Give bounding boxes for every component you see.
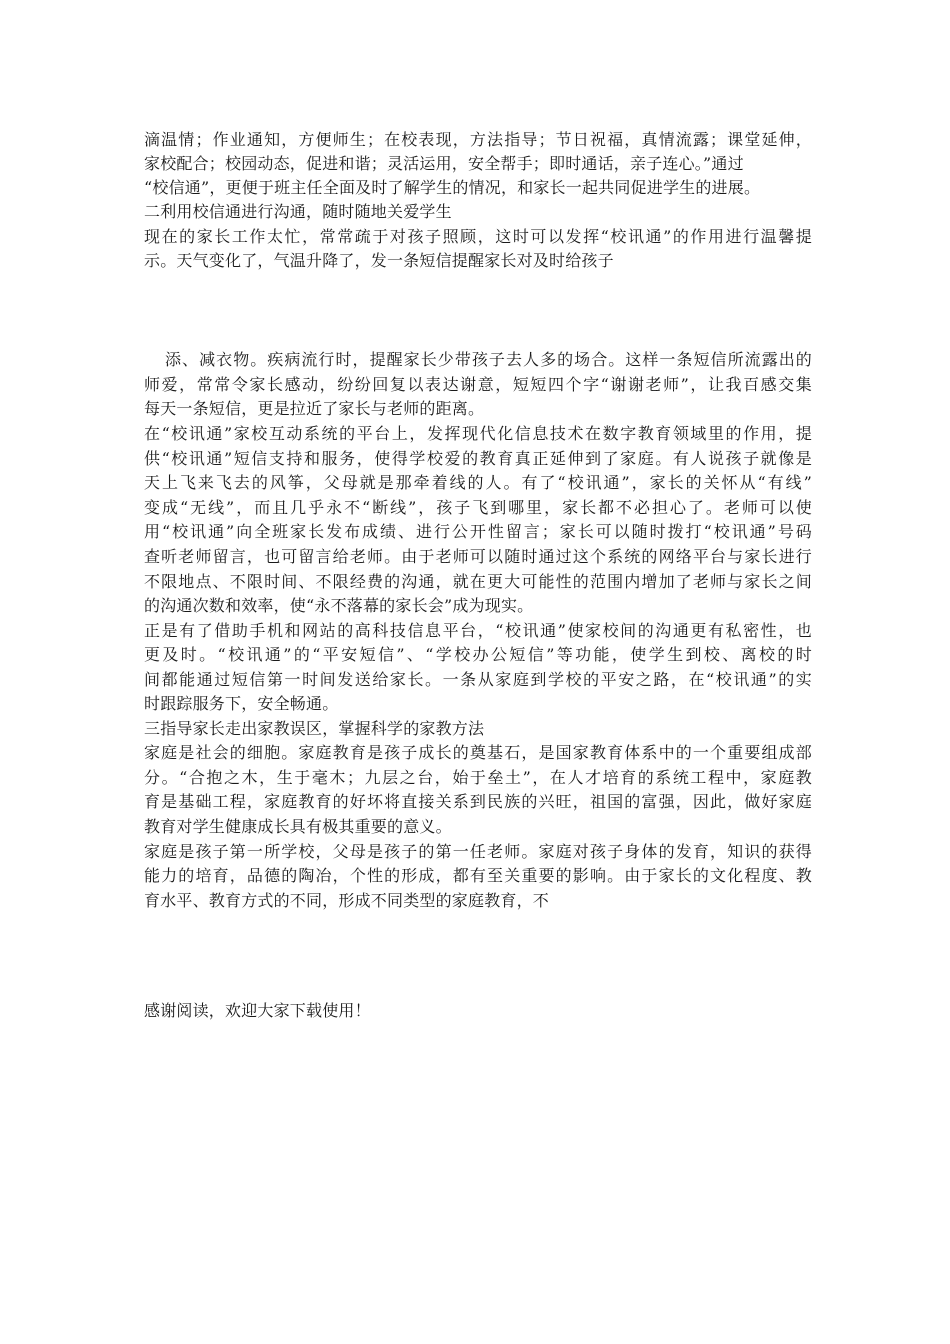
paragraph-line: 间都能通过短信第一时间发送给家长。一条从家庭到学校的平安之路，在“校讯通”的实 [144, 670, 812, 689]
paragraph-line: 的沟通次数和效率，使“永不落幕的家长会”成为现实。 [144, 596, 534, 615]
paragraph-line: 正是有了借助手机和网站的高科技信息平台，“校讯通”使家校间的沟通更有私密性，也 [144, 621, 812, 640]
paragraph-line: 现在的家长工作太忙，常常疏于对孩子照顾，这时可以发挥“校讯通”的作用进行温馨提 [144, 227, 812, 246]
paragraph-line: 家庭是孩子第一所学校，父母是孩子的第一任老师。家庭对孩子身体的发育，知识的获得 [144, 842, 812, 861]
section-heading: 二利用校信通进行沟通，随时随地关爱学生 [144, 202, 452, 221]
paragraph-line: 家庭是社会的细胞。家庭教育是孩子成长的奠基石，是国家教育体系中的一个重要组成部 [144, 743, 812, 762]
paragraph-line: “校信通”，更便于班主任全面及时了解学生的情况，和家长一起共同促进学生的进展。 [144, 178, 761, 197]
paragraph-line: 示。天气变化了，气温升降了，发一条短信提醒家长对及时给孩子 [144, 251, 614, 270]
paragraph-line: 时跟踪服务下，安全畅通。 [144, 694, 339, 713]
paragraph-line: 滴温情；作业通知，方便师生；在校表现，方法指导；节日祝福，真情流露；课堂延伸， [144, 130, 812, 149]
paragraph-line: 师爱，常常令家长感动，纷纷回复以表达谢意，短短四个字“谢谢老师”，让我百感交集 [144, 375, 812, 394]
paragraph-line: 在“校讯通”家校互动系统的平台上，发挥现代化信息技术在数字教育领域里的作用，提 [144, 424, 812, 443]
paragraph-line: 更及时。“校讯通”的“平安短信”、“学校办公短信”等功能，使学生到校、离校的时 [144, 645, 812, 664]
paragraph-line: 育是基础工程，家庭教育的好坏将直接关系到民族的兴旺，祖国的富强，因此，做好家庭 [144, 792, 812, 811]
paragraph-line: 添、减衣物。疾病流行时，提醒家长少带孩子去人多的场合。这样一条短信所流露出的 [165, 350, 812, 369]
paragraph-line: 能力的培育，品德的陶冶，个性的形成，都有至关重要的影响。由于家长的文化程度、教 [144, 866, 812, 885]
paragraph-line: 不限地点、不限时间、不限经费的沟通，就在更大可能性的范围内增加了老师与家长之间 [144, 572, 812, 591]
paragraph-line: 教育对学生健康成长具有极其重要的意义。 [144, 817, 452, 836]
paragraph-line: 家校配合；校园动态，促进和谐；灵活运用，安全帮手；即时通话，亲子连心。”通过 [144, 154, 744, 173]
paragraph-line: 分。“合抱之木，生于毫木；九层之台，始于垒土”，在人才培育的系统工程中，家庭教 [144, 768, 812, 787]
paragraph-line: 变成“无线”，而且几乎永不“断线”，孩子飞到哪里，家长都不必担心了。老师可以使 [144, 498, 812, 517]
paragraph-line: 天上飞来飞去的风筝，父母就是那牵着线的人。有了“校讯通”，家长的关怀从“有线” [144, 473, 812, 492]
paragraph-line: 用“校讯通”向全班家长发布成绩、进行公开性留言；家长可以随时拨打“校讯通”号码 [144, 522, 812, 541]
paragraph-line: 育水平、教育方式的不同，形成不同类型的家庭教育，不 [144, 891, 550, 910]
paragraph-line: 每天一条短信，更是拉近了家长与老师的距离。 [144, 399, 485, 418]
closing-text: 感谢阅读，欢迎大家下载使用！ [144, 1001, 371, 1020]
paragraph-line: 查听老师留言，也可留言给老师。由于老师可以随时通过这个系统的网络平台与家长进行 [144, 547, 812, 566]
section-heading: 三指导家长走出家教误区，掌握科学的家教方法 [144, 719, 485, 738]
paragraph-line: 供“校讯通”短信支持和服务，使得学校爱的教育真正延伸到了家庭。有人说孩子就像是 [144, 449, 812, 468]
